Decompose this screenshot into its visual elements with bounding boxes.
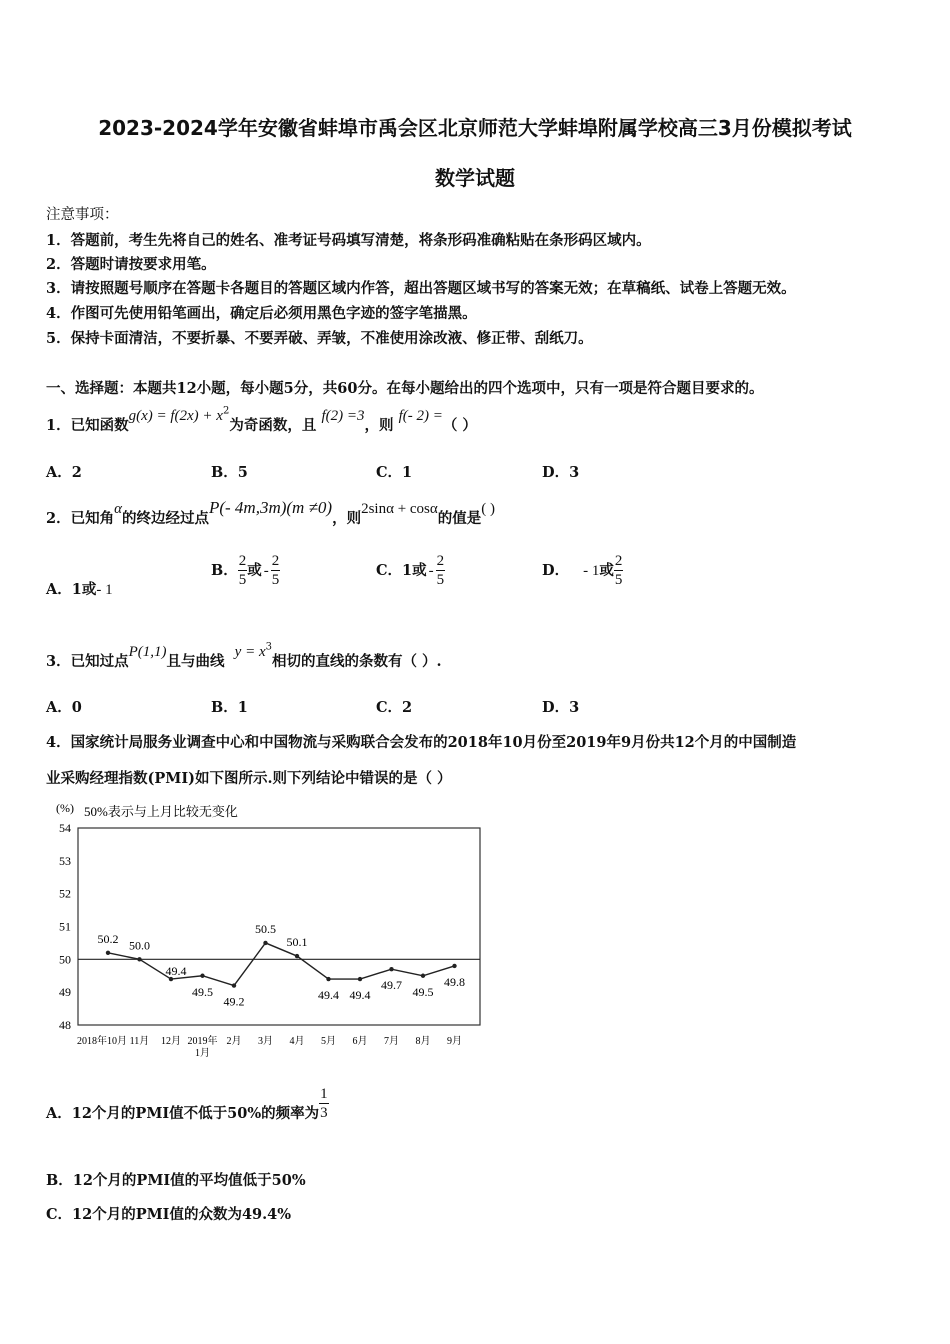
y-tick-label: 53 [59,853,71,868]
question-4-line1: 4．国家统计局服务业调查中心和中国物流与采购联合会发布的2018年10月份至2019年9月份共12个月的中国制造 [46,734,797,751]
q2-option-a-math: - 1 [96,582,113,598]
data-label: 49.7 [381,978,402,993]
x-tick-label: 9月 [447,1036,462,1047]
q2-suffix: 的值是 [437,510,482,527]
y-tick-label: 52 [59,886,71,901]
question-3 [46,640,442,670]
section-heading: 一、选择题：本题共12小题，每小题5分，共60分。在每小题给出的四个选项中，只有一项是符合题目要求的。 [46,380,764,397]
q3-suffix: 相切的直线的条数有（ ）. [271,653,442,670]
data-point [452,964,456,968]
y-tick-label: 48 [59,1018,71,1032]
pmi-line-chart [44,798,504,1060]
data-point [389,967,393,971]
q1-math-g: g(x) = f(2x) + x [128,408,223,424]
q2-option-b [211,552,280,589]
x-tick-sublabel: 1月 [195,1048,210,1059]
q2-prefix: 2．已知角 [46,510,115,527]
q2-option-d-math: - 1 [583,563,600,579]
q1-option-a: A．2 [46,464,82,481]
q2-option-c-label: C．1或 [376,562,427,579]
q4-option-a-label: A．12个月的PMI值不低于50%的频率为 [46,1105,320,1122]
q3-middle: 且与曲线 [166,653,225,670]
notice-item: 1．答题前，考生先将自己的姓名、准考证号码填写清楚，将条形码准确粘贴在条形码区域内。 [46,232,651,249]
notice-item: 4．作图可先使用铅笔画出，确定后必须用黑色字迹的签字笔描黑。 [46,305,477,322]
q1-option-c: C．1 [376,464,413,481]
fraction: $\frac{2}{5}$ [436,553,445,588]
data-label: 49.5 [412,984,434,999]
data-point [326,977,330,981]
q2-paren: ( ) [481,501,496,517]
q2-option-b-label: B． [211,562,238,579]
data-label: 49.4 [165,964,187,979]
q3-option-a: A．0 [46,699,82,716]
x-tick-label: 6月 [352,1036,368,1047]
y-tick-label: 51 [59,919,71,934]
notice-item: 2．答题时请按要求用笔。 [46,256,216,273]
q2-middle: 的终边经过点 [121,510,209,527]
data-point [263,941,267,945]
y-tick-label: 54 [59,821,71,835]
data-label: 50.5 [255,921,276,936]
data-label: 49.4 [349,988,371,1003]
q1-math-f2: f(2) =3 [321,408,365,424]
data-label: 50.1 [286,935,308,950]
q2-option-d [542,552,623,589]
q1-option-b: B．5 [211,464,248,481]
q2-expr: 2sinα + cosα [361,501,438,517]
x-tick-label: 3月 [258,1036,273,1047]
q2-option-b-or: 或 [247,562,262,579]
q2-option-d-or: 或 [599,562,614,579]
x-tick-label: 5月 [321,1036,336,1047]
q3-sup: 3 [265,641,272,653]
fraction: $\frac{2}{5}$ [271,553,280,588]
q4-option-c: C．12个月的PMI值的众数为49.4% [46,1206,292,1223]
data-label: 49.2 [223,994,245,1009]
q2-option-d-label: D． [542,562,570,579]
q2-option-a [46,578,113,599]
minus-sign: - [263,563,269,579]
data-label: 50.2 [97,931,119,946]
notice-item: 5．保持卡面清洁，不要折暴、不要弄破、弄皱，不准使用涂改液、修正带、刮纸刀。 [46,330,593,347]
chart-ylabel: (%) [56,801,74,815]
q4-option-a [46,1085,329,1122]
page-subtitle: 数学试题 [435,166,515,190]
fraction: $\frac{2}{5}$ [238,553,247,588]
data-point [421,974,425,978]
x-tick-label: 8月 [415,1036,431,1047]
q4-option-b: B．12个月的PMI值的平均值低于50% [46,1172,306,1189]
pmi-series-line [108,943,455,986]
q3-prefix: 3．已知过点 [46,653,129,670]
q2-then: ，则 [332,510,362,527]
q2-alpha: α [114,501,122,517]
x-tick-label: 2019年 [187,1036,218,1047]
data-point [358,977,362,981]
data-label: 49.5 [192,984,213,999]
question-1 [46,404,477,434]
q3-option-c: C．2 [376,699,413,716]
notice-heading: 注意事项： [46,207,119,223]
q1-then: ，则 [364,417,394,434]
data-label: 49.8 [444,974,465,989]
question-2 [46,497,496,527]
q1-suffix: （ ） [442,417,477,434]
q1-option-d: D．3 [542,464,580,481]
fraction: $\frac{2}{5}$ [614,553,623,588]
data-label: 50.0 [129,938,150,953]
q3-point: P(1,1) [128,644,167,660]
q3-curve: y = x [234,644,266,660]
q3-option-d: D．3 [542,699,580,716]
x-tick-label: 7月 [384,1036,399,1047]
q2-point: P(- 4m,3m)(m ≠0) [208,498,333,517]
notice-item: 3．请按照题号顺序在答题卡各题目的答题区域内作答，超出答题区域书写的答案无效；在草稿纸、试卷上答题无效。 [46,280,796,297]
y-tick-label: 50 [59,952,71,967]
q1-middle: 为奇函数，且 [229,417,317,434]
x-tick-label: 11月 [129,1036,150,1047]
data-point [106,951,110,955]
data-label: 49.4 [318,988,339,1003]
q3-option-b: B．1 [211,699,248,716]
x-tick-label: 12月 [161,1036,181,1047]
y-tick-label: 49 [59,985,71,1000]
q2-option-a-label: A．1或 [46,581,97,598]
x-tick-label: 4月 [289,1036,305,1047]
fraction: $\frac{1}{3}$ [320,1086,328,1121]
data-point [137,957,141,961]
q1-sup: 2 [222,405,230,417]
q1-prefix: 1．已知函数 [46,417,129,434]
page-title: 2023-2024学年安徽省蚌埠市禹会区北京师范大学蚌埠附属学校高三3月份模拟考试 [98,116,852,140]
q2-option-c [376,552,445,589]
x-tick-label: 2018年10月 [77,1036,127,1047]
data-point [232,983,236,987]
chart-title: 50%表示与上月比较无变化 [84,804,238,819]
q1-math-fm2: f(- 2) = [398,408,443,424]
data-point [200,974,204,978]
x-tick-label: 2月 [226,1036,242,1047]
data-point [295,954,299,958]
question-4-line2: 业采购经理指数(PMI)如下图所示.则下列结论中错误的是（ ） [46,770,452,787]
minus-sign: - [428,563,434,579]
